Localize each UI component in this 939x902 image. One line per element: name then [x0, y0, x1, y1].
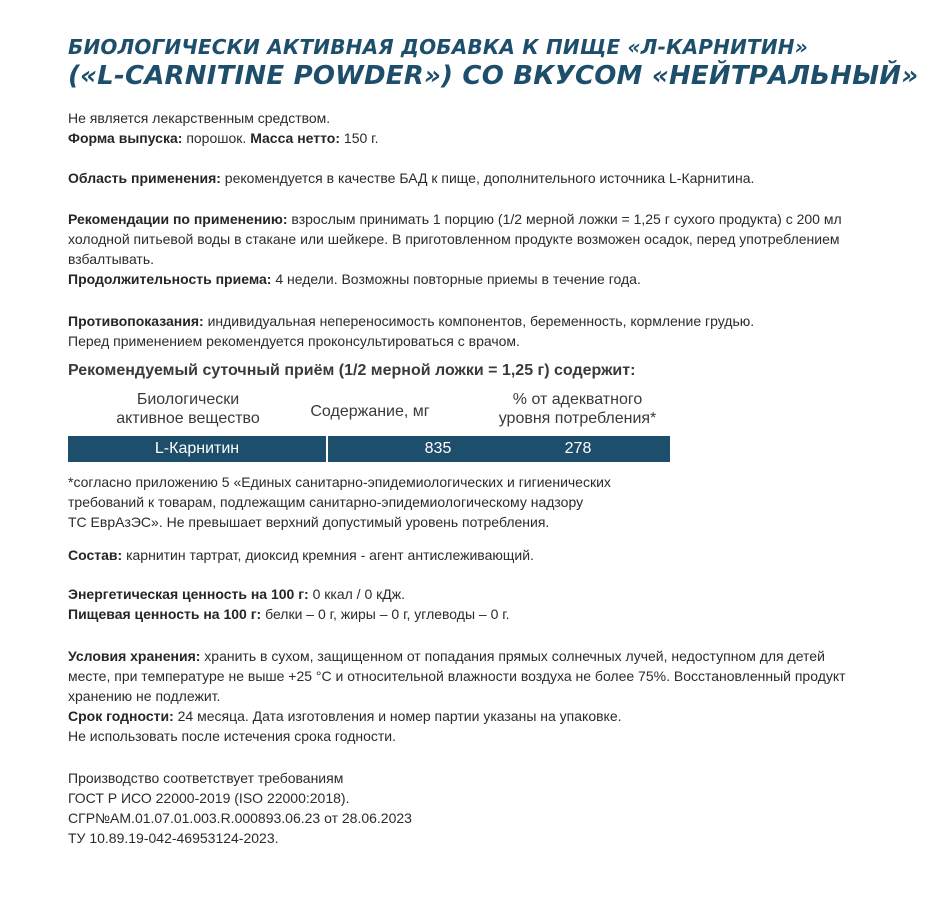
general-info	[68, 108, 868, 148]
recommendations-line-3: взбалтывать.	[68, 251, 155, 267]
form-line	[68, 128, 868, 148]
duration-label: Продолжительность приема:	[68, 271, 272, 287]
production-line-1: Производство соответствует требованиям	[68, 770, 344, 786]
area-section	[68, 168, 868, 188]
footnote-line-2: требований к товарам, подлежащим санитарно-эпидемиологическому надзору	[68, 494, 584, 510]
contraindications-label: Противопоказания:	[68, 313, 204, 329]
storage-section	[68, 646, 868, 746]
storage-label: Условия хранения:	[68, 648, 201, 664]
not-medicine-text: Не является лекарственным средством.	[68, 110, 331, 126]
shelf-label: Срок годности:	[68, 708, 174, 724]
mass-value: 150 г.	[343, 130, 379, 146]
contraindications-section	[68, 311, 868, 351]
recommendations-line-2: холодной питьевой воды в стакане или шейкере. В приготовленном продукте возможен осадок, перед употреблением	[68, 231, 840, 247]
storage-line-3: хранению не подлежит.	[68, 688, 221, 704]
contraindications-value: индивидуальная непереносимость компонентов, беременность, кормление грудью.	[207, 313, 755, 329]
area-value: рекомендуется в качестве БАД к пище, дополнительного источника L-Карнитина.	[224, 170, 755, 186]
shelf-line-2: Не использовать после истечения срока годности.	[68, 728, 397, 744]
nutrition-section	[68, 584, 868, 624]
title-line-1: БИОЛОГИЧЕСКИ АКТИВНАЯ ДОБАВКА К ПИЩЕ «Л-КАРНИТИН»	[68, 35, 808, 59]
header-content: Содержание, мг	[310, 403, 430, 420]
production-section	[68, 768, 868, 848]
footnote-line-1: *согласно приложению 5 «Единых санитарно-эпидемиологических и гигиенических	[68, 474, 611, 490]
recommendations-line-1: взрослым принимать 1 порцию (1/2 мерной ложки = 1,25 г сухого продукта) с 200 мл	[291, 211, 842, 227]
header-substance: Биологически активное вещество	[116, 391, 260, 427]
row-percent: 278	[564, 440, 592, 457]
recommendations-section	[68, 209, 868, 289]
storage-line-2: месте, при температуре не выше +25 °С и относительной влажности воздуха не более 75%. Восстановленный продукт	[68, 668, 846, 684]
storage-line-1: хранить в сухом, защищенном от попадания прямых солнечных лучей, недоступном для детей	[204, 648, 825, 664]
form-label: Форма выпуска:	[68, 130, 183, 146]
duration-value: 4 недели. Возможны повторные приемы в течение года.	[275, 271, 641, 287]
row-substance: L-Карнитин	[154, 440, 240, 457]
mass-label: Масса нетто:	[250, 130, 341, 146]
product-title	[68, 34, 928, 92]
table-row	[68, 436, 670, 462]
composition-value: карнитин тартрат, диоксид кремния - агент антислеживающий.	[126, 547, 534, 563]
production-line-2: ГОСТ Р ИСО 22000-2019 (ISO 22000:2018).	[68, 790, 350, 806]
energy-value: 0 ккал / 0 кДж.	[312, 586, 405, 602]
composition-label: Состав:	[68, 547, 123, 563]
production-line-4: ТУ 10.89.19-042-46953124-2023.	[68, 830, 279, 846]
energy-label: Энергетическая ценность на 100 г:	[68, 586, 309, 602]
shelf-value: 24 месяца. Дата изготовления и номер партии указаны на упаковке.	[177, 708, 622, 724]
composition-section	[68, 545, 868, 565]
footnote	[68, 472, 868, 532]
nutrition-label: Пищевая ценность на 100 г:	[68, 606, 262, 622]
footnote-line-3: ТС ЕврАзЭС». Не превышает верхний допустимый уровень потребления.	[68, 514, 550, 530]
production-line-3: СГР№AM.01.07.01.003.R.000893.06.23 от 28.06.2023	[68, 810, 412, 826]
form-value: порошок.	[186, 130, 247, 146]
table-title: Рекомендуемый суточный приём (1/2 мерной ложки = 1,25 г) содержит:	[68, 362, 636, 379]
header-percent: % от адекватного уровня потребления*	[498, 391, 657, 427]
title-line-2: («L-CARNITINE POWDER») СО ВКУСОМ «НЕЙТРАЛЬНЫЙ»	[68, 61, 919, 91]
row-content: 835	[424, 440, 452, 457]
area-label: Область применения:	[68, 170, 221, 186]
recommendations-label: Рекомендации по применению:	[68, 211, 288, 227]
nutrition-value: белки – 0 г, жиры – 0 г, углеводы – 0 г.	[265, 606, 510, 622]
consult-doctor-text: Перед применением рекомендуется проконсультироваться с врачом.	[68, 333, 520, 349]
